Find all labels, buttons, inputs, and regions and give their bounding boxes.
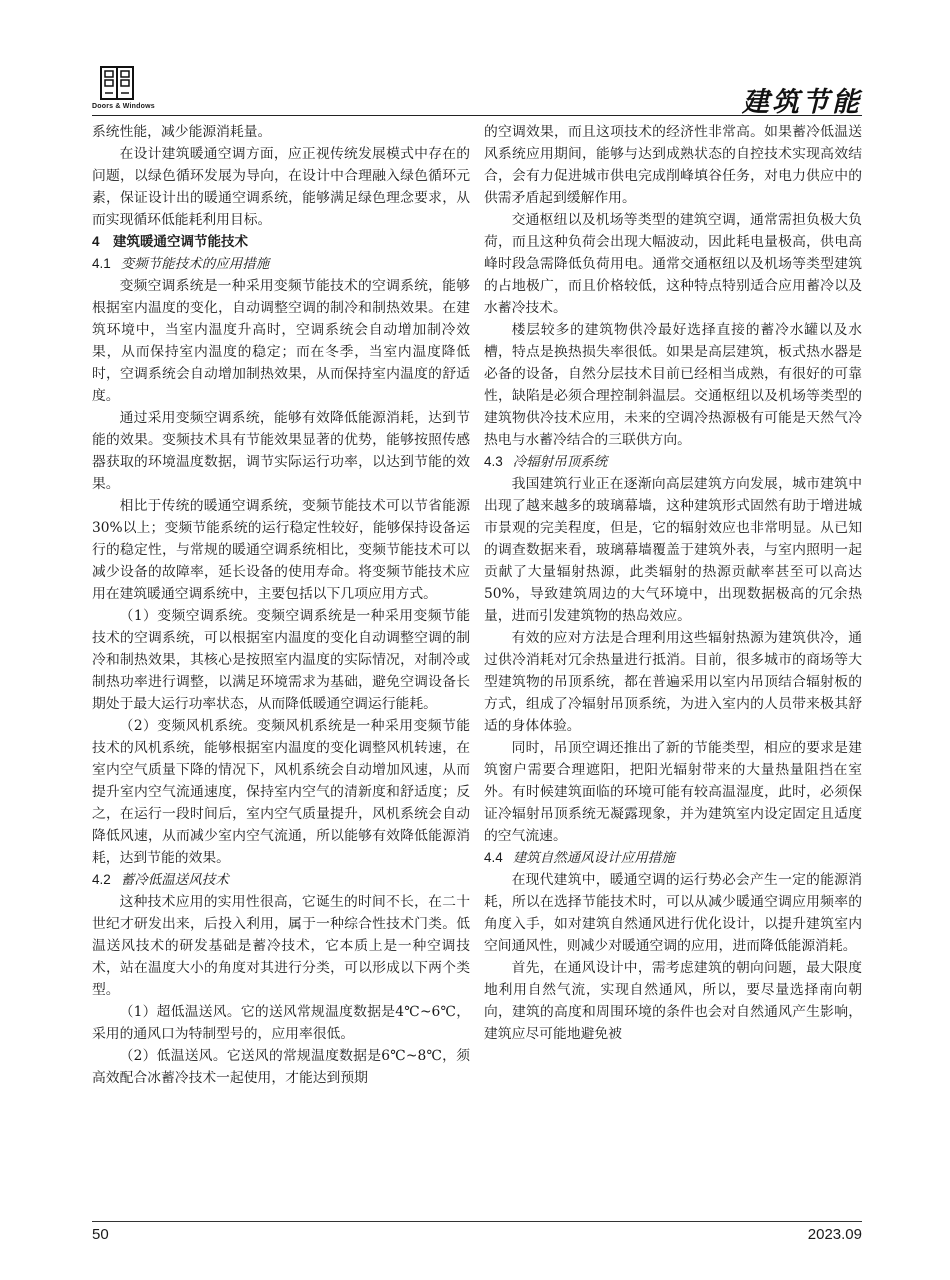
journal-logo <box>92 66 172 114</box>
paragraph: 这种技术应用的实用性很高，它诞生的时间不长，在二十世纪才研发出来，后投入利用，属于一种综合性技术门类。低温送风技术的研发基础是蓄冷技术，它本质上是一种空调技术，站在温度大小的角度对其进行分类，可以形成以下两个类型。 <box>92 894 470 998</box>
paragraph: 系统性能，减少能源消耗量。 <box>92 124 272 140</box>
footer-rule <box>92 1221 862 1222</box>
subsection-heading-4-3 <box>484 451 862 473</box>
paragraph: （2）变频风机系统。变频风机系统是一种采用变频节能技术的风机系统，能够根据室内温度的变化调整风机转速，在室内空气质量下降的情况下，风机系统会自动增加风速，从而提升室内空气流通速度，保持室内空气的清新度和舒适度；反之，在运行一段时间后，室内空气质量提升，风机系统会自动降低风速，从而减少室内空气流通，所以能够有效降低能源消耗，达到节能的效果。 <box>92 718 470 866</box>
left-column <box>92 121 470 1089</box>
heading-number: 4.2 <box>92 872 111 887</box>
paragraph: 有效的应对方法是合理利用这些辐射热源为建筑供冷，通过供冷消耗对冗余热量进行抵消。目前，很多城市的商场等大型建筑物的吊顶系统，都在普遍采用以室内吊顶结合辐射板的方式，组成了冷辐射吊顶系统，为进入室内的人员带来极其舒适的身体体验。 <box>484 630 862 734</box>
section-heading-4: 4 建筑暖通空调节能技术 <box>92 234 249 249</box>
paragraph: 在设计建筑暖通空调方面，应正视传统发展模式中存在的问题，以绿色循环发展为导向，在设计中合理融入绿色循环元素，保证设计出的暖通空调系统，能够满足绿色理念要求，从而实现循环低能耗利用目标。 <box>92 146 470 228</box>
paragraph: （2）低温送风。它送风的常规温度数据是6℃~8℃，须高效配合冰蓄冷技术一起使用，才能达到预期 <box>92 1048 470 1086</box>
doors-windows-icon <box>100 66 134 100</box>
paragraph: 楼层较多的建筑物供冷最好选择直接的蓄冷水罐以及水槽，特点是换热损失率很低。如果是高层建筑，板式热水器是必备的设备，自然分层技术目前已经相当成熟，有很好的可靠性，缺陷是必须合理控制斜温层。交通枢纽以及机场等类型的建筑物供冷技术应用，未来的空调冷热源极有可能是天然气冷热电与水蓄冷结合的三联供方向。 <box>484 322 862 448</box>
paragraph: （1）变频空调系统。变频空调系统是一种采用变频节能技术的空调系统，可以根据室内温度的变化自动调整空调的制冷和制热效果，其核心是按照室内温度的实际情况，对制冷或制热功率进行调整，以满足环境需求为基础，避免空调设备长期处于最大运行功率状态，从而降低暖通空调运行能耗。 <box>92 608 470 712</box>
paragraph: 交通枢纽以及机场等类型的建筑空调，通常需担负极大负荷，而且这种负荷会出现大幅波动，因此耗电量极高，供电高峰时段急需降低负荷用电。通常交通枢纽以及机场等类型建筑的占地极广，而且价格较低，这种特点特别适合应用蓄冷以及水蓄冷技术。 <box>484 212 862 316</box>
paragraph: （1）超低温送风。它的送风常规温度数据是4℃~6℃，采用的通风口为特制型号的，应用率很低。 <box>92 1004 470 1042</box>
paragraph: 在现代建筑中，暖通空调的运行势必会产生一定的能源消耗，所以在选择节能技术时，可以从减少暖通空调应用频率的角度入手，如对建筑自然通风进行优化设计，以提升建筑室内空间通风性，则减少对暖通空调的应用，进而降低能源消耗。 <box>484 872 862 954</box>
paragraph: 的空调效果，而且这项技术的经济性非常高。如果蓄冷低温送风系统应用期间，能够与达到成熟状态的自控技术实现高效结合，会有力促进城市供电完成削峰填谷任务，对电力供应中的供需矛盾起到缓解作用。 <box>484 124 862 206</box>
paragraph: 相比于传统的暖通空调系统，变频节能技术可以节省能源30%以上；变频节能系统的运行稳定性较好，能够保持设备运行的稳定性，与常规的暖通空调系统相比，变频节能技术可以减少设备的故障率，延长设备的使用寿命。将变频节能技术应用在建筑暖通空调系统中，主要包括以下几项应用方式。 <box>92 498 470 602</box>
paragraph: 变频空调系统是一种采用变频节能技术的空调系统，能够根据室内温度的变化，自动调整空调的制冷和制热效果。在建筑环境中，当室内温度升高时，空调系统会自动增加制冷效果，从而保持室内温度的稳定；而在冬季，当室内温度降低时，空调系统会自动增加制热效果，从而保持室内温度的舒适度。 <box>92 278 470 404</box>
logo-text: Doors & Windows <box>92 103 155 110</box>
paragraph: 通过采用变频空调系统，能够有效降低能源消耗，达到节能的效果。变频技术具有节能效果显著的优势，能够按照传感器获取的环境温度数据，调节实际运行功率，以达到节能的效果。 <box>92 410 470 492</box>
page-header <box>92 66 862 116</box>
issue-date: 2023.09 <box>807 1226 862 1243</box>
paragraph: 同时，吊顶空调还推出了新的节能类型，相应的要求是建筑窗户需要合理遮阳，把阳光辐射带来的大量热量阻挡在室外。有时候建筑面临的环境可能有较高温湿度，此时，必须保证冷辐射吊顶系统无凝露现象，并为建筑室内设定固定且适度的空气流速。 <box>484 740 862 844</box>
subsection-heading-4-2 <box>92 869 470 891</box>
section-title: 建筑节能 <box>742 87 862 118</box>
right-column <box>484 121 862 1045</box>
page-number: 50 <box>92 1226 109 1243</box>
heading-text: 变频节能技术的应用措施 <box>120 256 270 272</box>
heading-number: 4.4 <box>484 850 503 865</box>
subsection-heading-4-4 <box>484 847 862 869</box>
heading-number: 4.1 <box>92 256 111 271</box>
heading-text: 冷辐射吊顶系统 <box>512 454 608 470</box>
paragraph: 首先，在通风设计中，需考虑建筑的朝向问题，最大限度地利用自然气流，实现自然通风，所以，要尽量选择南向朝向，建筑的高度和周围环境的条件也会对自然通风产生影响，建筑应尽可能地避免被 <box>484 960 862 1042</box>
paragraph: 我国建筑行业正在逐渐向高层建筑方向发展，城市建筑中出现了越来越多的玻璃幕墙，这种建筑形式固然有助于增进城市景观的完美程度，但是，它的辐射效应也非常明显。从已知的调查数据来看，玻璃幕墙覆盖于建筑外表，与室内照明一起贡献了大量辐射热源，此类辐射的热源贡献率甚至可以高达50%，导致建筑周边的大气环境中，出现数据极高的冗余热量，进而引发建筑物的热岛效应。 <box>484 476 862 624</box>
heading-number: 4.3 <box>484 454 503 469</box>
heading-text: 蓄冷低温送风技术 <box>120 872 229 888</box>
subsection-heading-4-1 <box>92 253 470 275</box>
header-rule <box>92 115 862 116</box>
heading-text: 建筑自然通风设计应用措施 <box>512 850 675 866</box>
